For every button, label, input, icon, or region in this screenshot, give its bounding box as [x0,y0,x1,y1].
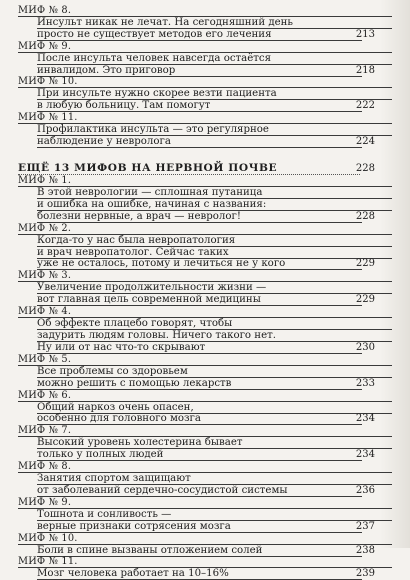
page-number: 238 [355,544,375,556]
myth-number: МИФ № 9. [18,40,72,52]
page-number: 239 [355,568,375,580]
entry-text: Общий наркоз очень опасен, [37,401,194,413]
entry-text: болезни нервные, а врач — невролог! [37,210,241,222]
entry-text: верные признаки сотрясения мозга [37,520,231,532]
entry-text: наблюдение у невролога [37,135,171,147]
page-number: 234 [355,413,375,425]
page-number: 222 [355,100,375,112]
leader-rule [37,353,362,354]
myth-number: МИФ № 11. [18,112,78,124]
myth-number: МИФ № 3. [18,270,72,282]
entry-text: Инсульт никак не лечат. На сегодняшний день [37,16,293,28]
page-number: 237 [355,520,375,532]
entry-text: только у полных людей [37,449,164,461]
leader-rule [37,76,362,77]
entry-text: Об эффекте плацебо говорят, чтобы [37,318,233,329]
page-curl-shadow [380,0,410,548]
myth-number: МИФ № 8. [18,5,72,16]
entry-text: Высокий уровень холестерина бывает [37,437,243,449]
page-number: 234 [355,449,375,461]
entry-text: задурить людям головы. Ничего такого нет. [37,330,276,341]
page-number: 228 [355,210,375,222]
myth-number: МИФ № 9. [18,496,72,508]
entry-text: и врач невропатолог. Сейчас таких [37,246,229,258]
leader-rule [37,269,362,270]
page-number: 213 [355,28,375,40]
myth-number: МИФ № 5. [18,353,72,365]
entry-text: Тошнота и сонливость — [37,508,172,520]
leader-rule [37,496,362,497]
entry-text: Все проблемы со здоровьем [37,365,188,377]
entry-text: особенно для головного мозга [37,413,201,425]
leader-rule [37,389,362,390]
entry-text: от заболеваний сердечно-сосудистой системы [37,484,288,496]
myth-number: МИФ № 2. [18,222,72,234]
entry-text: Увеличение продолжительности жизни — [37,282,267,294]
leader-rule [37,305,362,306]
entry-text: Занятия спортом защищают [37,473,191,484]
leader-rule [37,147,362,148]
page-number: 218 [355,64,375,76]
myth-number: МИФ № 1. [18,175,72,186]
entry-text: вот главная цель современной медицины [37,294,261,306]
leader-rule [37,532,362,533]
entry-text: В этой неврологии — сплошная путаница [37,186,263,198]
myth-number: МИФ № 8. [18,461,72,473]
leader-rule [37,556,362,557]
page-number: 229 [355,294,375,306]
entry-text: просто не существует методов его лечения [37,28,272,40]
myth-number: МИФ № 10. [18,532,78,544]
entry-text: в любую больницу. Там помогут [37,100,211,112]
page-number: 236 [355,484,375,496]
leader-rule [37,111,362,112]
section-page-number: 228 [355,163,375,174]
entry-text: и ошибка на ошибке, начиная с названия: [37,198,267,210]
myth-number: МИФ № 6. [18,389,72,401]
leader-rule [37,460,362,461]
entry-text: Мозг человека работает на 10–16% [37,568,229,580]
myth-number: МИФ № 10. [18,76,78,88]
myth-number: МИФ № 11. [18,556,78,568]
entry-text: После инсульта человек навсегда остаётся [37,52,272,64]
entry-text: можно решить с помощью лекарств [37,377,232,389]
myth-number: МИФ № 4. [18,306,72,318]
entry-text: уже не осталось, потому и лечиться не у кого [37,258,286,270]
entry-text: Когда-то у нас была невропатология [37,234,236,246]
page-number: 233 [355,377,375,389]
leader-rule [37,424,362,425]
myth-number: МИФ № 7. [18,425,72,437]
leader-rule [37,40,362,41]
entry-text: Ну или от нас что-то скрывают [37,341,206,353]
section-title: ЕЩЁ 13 МИФОВ НА НЕРВНОЙ ПОЧВЕ [18,162,278,174]
entry-text: При инсульте нужно скорее везти пациента [37,88,277,100]
entry-text: Боли в спине вызваны отложением солей [37,544,263,556]
entry-text: инвалидом. Это приговор [37,64,176,76]
leader-rule [37,222,362,223]
page-number: 229 [355,258,375,270]
page-number: 224 [355,135,375,147]
page-number: 230 [355,341,375,353]
entry-text: Профилактика инсульта — это регулярное [37,124,269,135]
